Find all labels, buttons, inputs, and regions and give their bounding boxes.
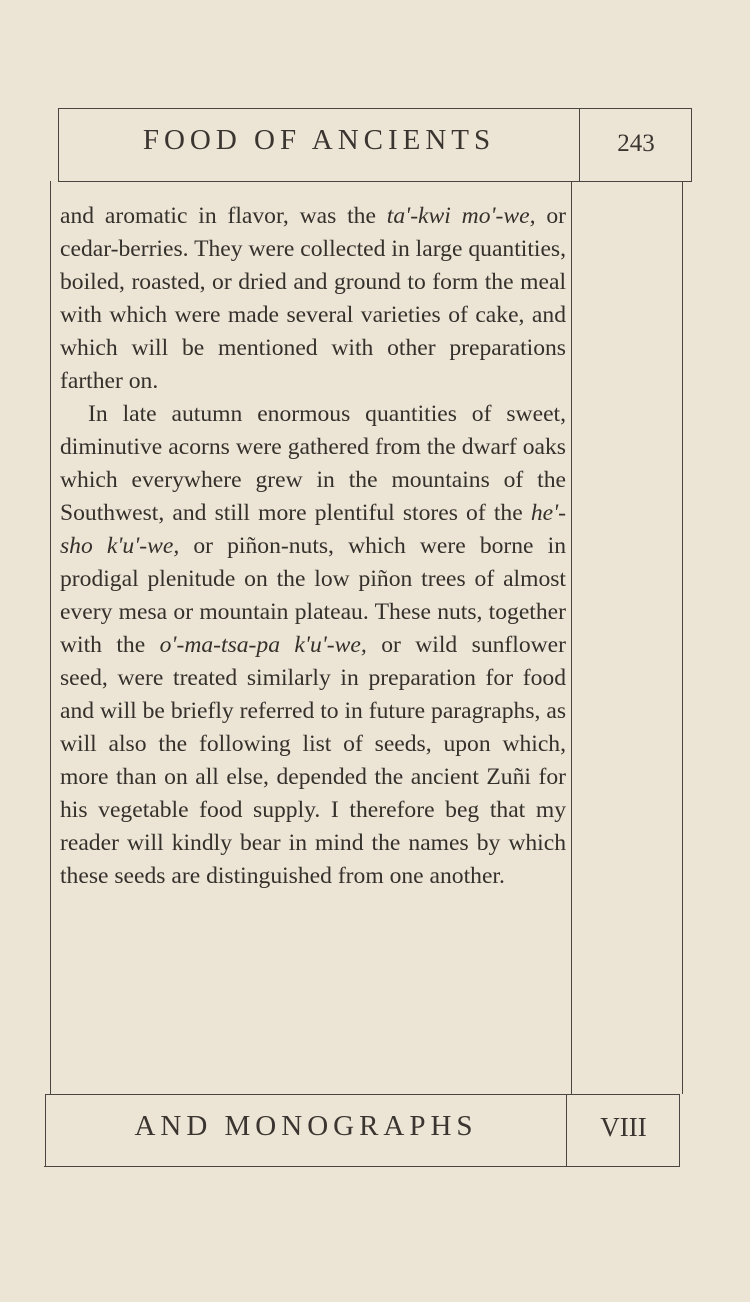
paragraph-1-text-2: or cedar-berries. They were collected in large quantities, boiled, roasted, or dried and ground to form the meal with which were made several varieties of cake, and which will be mentioned with other preparations farther on.: [60, 203, 566, 394]
paragraph-1-term-1: ta'-kwi mo'-we,: [386, 203, 536, 229]
right-rule-top: [691, 108, 692, 181]
left-rule-body: [50, 181, 51, 1094]
paragraph-2-text-1: In late autumn enormous quantities of sweet, diminutive acorns were gathered from the dwarf oaks which everywhere grew in the mountains of the Southwest, and still more plentiful stores of the: [60, 401, 566, 526]
bottom-rule: [44, 1166, 680, 1167]
column-divider-body: [571, 181, 572, 1094]
paragraph-1-text-1: and aromatic in flavor, was the: [60, 203, 387, 229]
paragraph-2: [60, 398, 566, 893]
volume-number: VIII: [600, 1112, 647, 1142]
running-head-title: FOOD OF ANCIENTS: [142, 124, 496, 156]
column-divider-foot: [566, 1094, 567, 1166]
header-bottom-rule: [58, 181, 692, 182]
page-number: 243: [617, 130, 655, 157]
body-text: [60, 200, 566, 893]
paragraph-1: [60, 200, 566, 398]
footer-top-rule: [46, 1094, 680, 1095]
column-divider-top: [579, 108, 580, 181]
right-rule-foot: [679, 1094, 680, 1166]
paragraph-2-term-2: o'-ma-tsa-pa k'u'-we,: [159, 632, 367, 658]
left-rule-foot: [45, 1094, 46, 1166]
top-rule: [58, 108, 692, 109]
footer-title: AND MONOGRAPHS: [134, 1110, 478, 1142]
paragraph-2-term-1: he'-sho k'u'-we,: [60, 500, 566, 559]
right-rule-body: [682, 181, 683, 1094]
paragraph-2-text-2: or piñon-nuts, which were borne in prodigal plenitude on the low piñon trees of almost every mesa or mountain plateau. These nuts, together with the: [60, 533, 567, 658]
paragraph-2-text-3: or wild sunflower seed, were treated similarly in preparation for food and will be briefly referred to in future paragraphs, as will also the following list of seeds, upon which, more than on all else, depended the ancient Zuñi for his vegetable food supply. I therefore beg that my reader will kindly bear in mind the names by which these seeds are distinguished from one another.: [60, 632, 566, 889]
left-rule-top: [58, 108, 59, 181]
